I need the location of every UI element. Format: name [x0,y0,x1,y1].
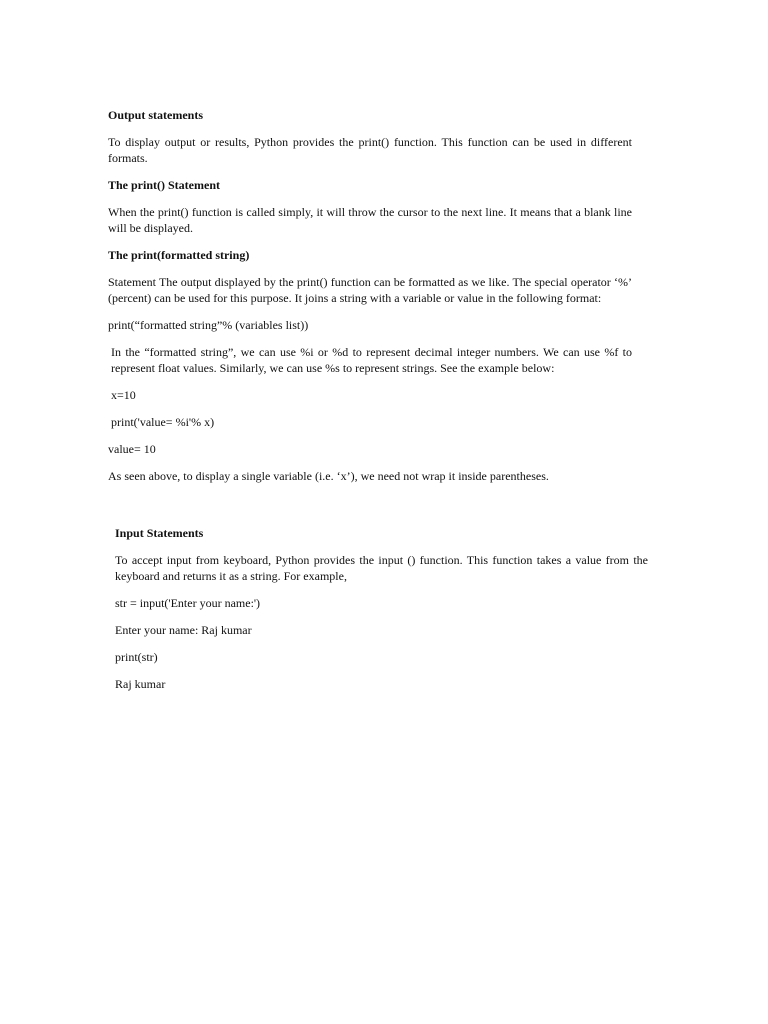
formatted-print-heading: The print(formatted string) [108,248,250,262]
input-section [115,525,648,703]
example-code-line-1: x=10 [111,388,136,402]
example-output-line: value= 10 [108,442,156,456]
print-str-code-line: print(str) [115,650,158,664]
print-statement-heading: The print() Statement [108,178,220,192]
example-code-line-2: print('value= %i'% x) [111,415,215,429]
formatted-print-paragraph: Statement The output displayed by the print() function can be formatted as we like. The special operator ‘%’ (percent) can be used for this purpose. It joins a string with a variable or value in the following format: [108,275,632,305]
formatted-syntax-line: print(“formatted string”% (variables list)) [108,318,309,332]
final-output-line: Raj kumar [115,677,166,691]
output-intro-paragraph: To display output or results, Python provides the print() function. This function can be used in different formats. [108,135,632,165]
input-code-line: str = input('Enter your name:') [115,596,261,610]
format-specifiers-paragraph: In the “formatted string”, we can use %i or %d to represent decimal integer numbers. We can use %f to represent float values. Similarly, we can use %s to represent strings. See the example below: [111,345,632,375]
input-intro-paragraph: To accept input from keyboard, Python provides the input () function. This function takes a value from the keyboard and returns it as a string. For example, [115,553,648,583]
input-statements-heading: Input Statements [115,526,204,540]
input-prompt-output: Enter your name: Raj kumar [115,623,252,637]
output-section [108,107,632,495]
output-statements-heading: Output statements [108,108,203,122]
parentheses-note-paragraph: As seen above, to display a single variable (i.e. ‘x’), we need not wrap it inside parentheses. [108,469,549,483]
print-statement-paragraph: When the print() function is called simply, it will throw the cursor to the next line. It means that a blank line will be displayed. [108,205,632,235]
